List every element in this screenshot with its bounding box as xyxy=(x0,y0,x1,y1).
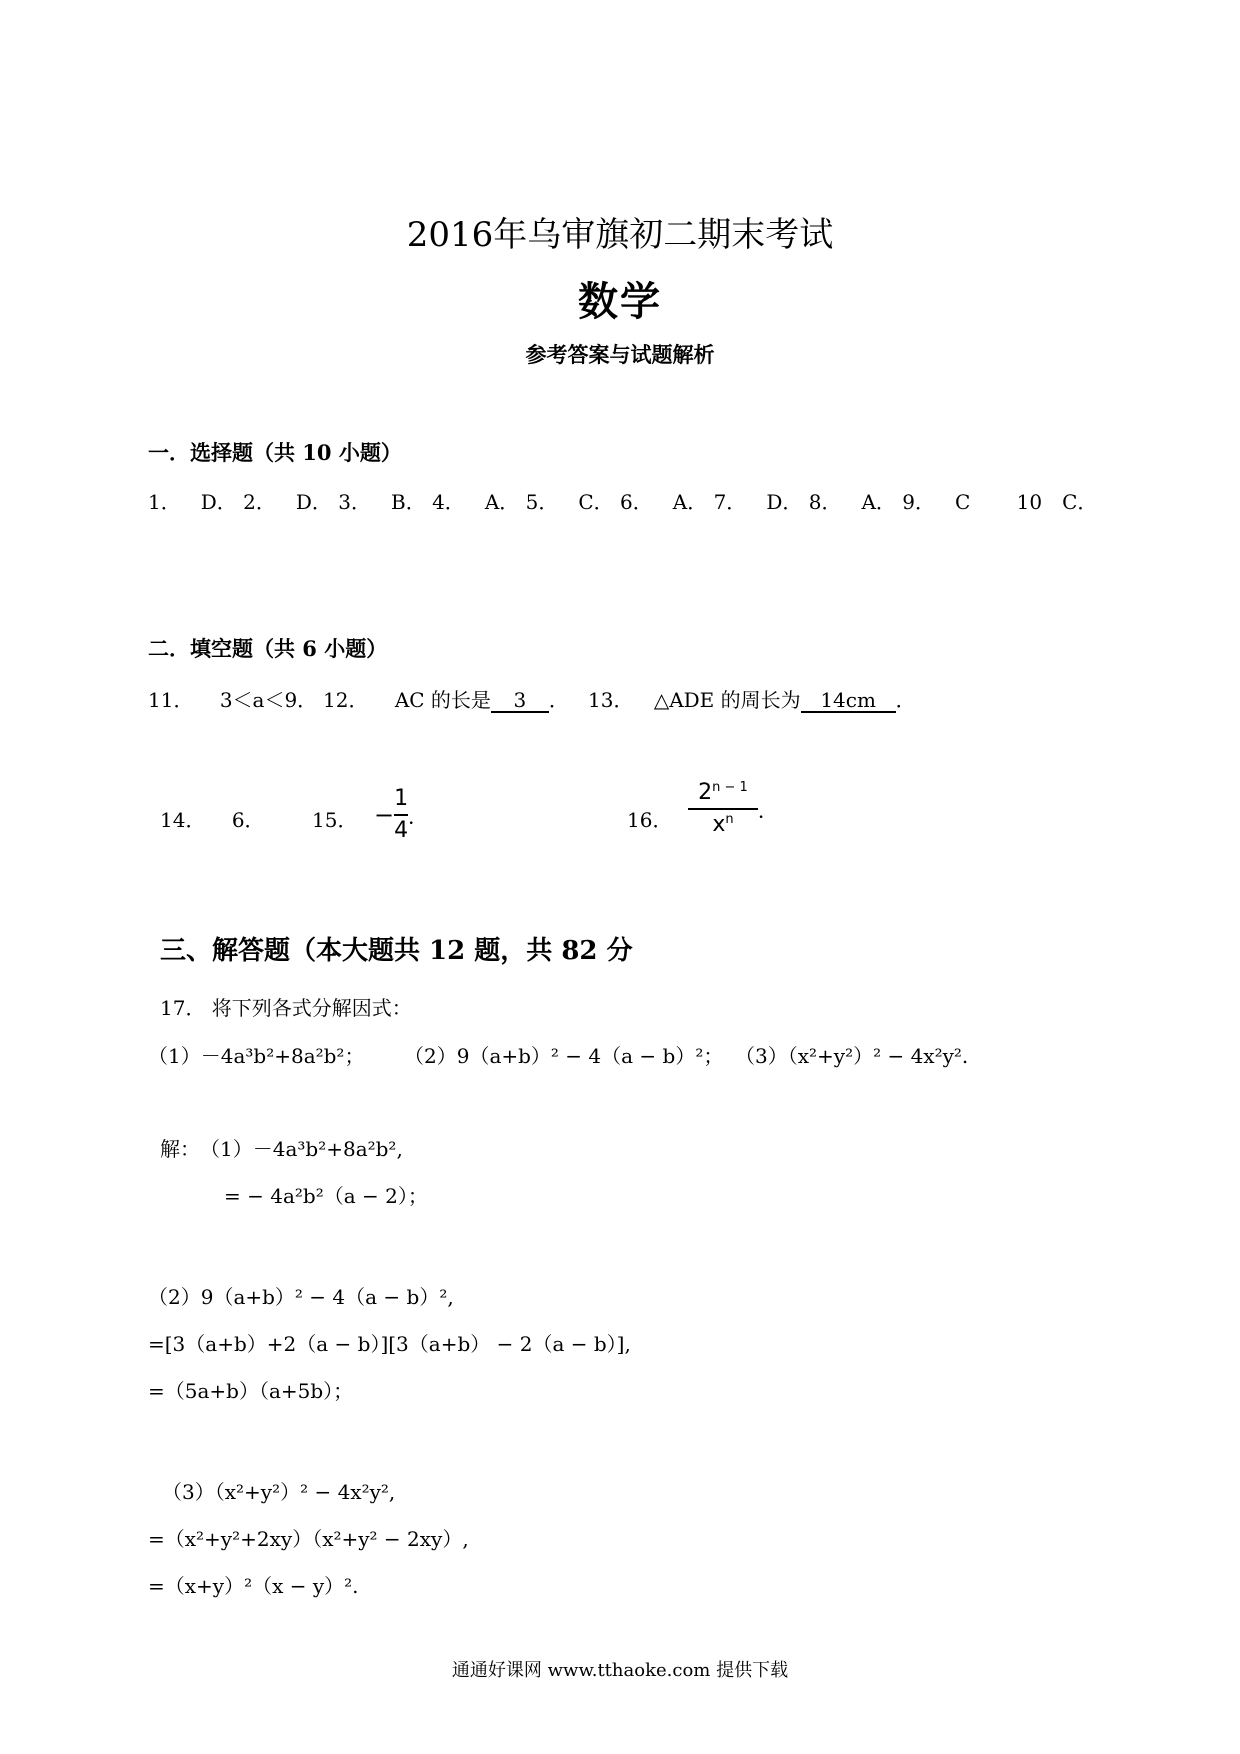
q11-num: 11． xyxy=(148,688,194,712)
answer-num: 4． xyxy=(432,490,465,514)
answer-num: 8． xyxy=(808,490,842,514)
answer-val: A． xyxy=(861,490,896,514)
footer-text: 通通好课网 www.tthaoke.com 提供下载 xyxy=(451,1660,789,1681)
q16-den-base: x xyxy=(712,812,726,837)
q12-prefix: AC 的长是 xyxy=(394,688,491,712)
q16-num: 16． xyxy=(627,808,673,832)
q16-answer xyxy=(688,780,778,838)
q12 xyxy=(323,684,569,713)
q14-num: 14． xyxy=(160,808,206,832)
solution-p2-line3: =（5a+b）（a+5b）； xyxy=(148,1379,354,1403)
choice-answers-row xyxy=(148,486,1097,515)
answer-val: A． xyxy=(672,490,708,514)
answer-val: D． xyxy=(200,490,237,514)
q16-numerator xyxy=(688,780,758,806)
q13 xyxy=(588,684,916,713)
section1-heading: 一．选择题（共 10 小题） xyxy=(148,440,402,465)
q15-fraction xyxy=(394,786,408,844)
answer-val: C xyxy=(955,490,971,514)
q16-suffix: ． xyxy=(758,798,778,823)
answer-val: A． xyxy=(484,490,520,514)
q16-num-exp: n − 1 xyxy=(712,780,748,795)
q16-fraction xyxy=(688,780,758,838)
section2-heading: 二．填空题（共 6 小题） xyxy=(148,636,388,661)
answer-val: C． xyxy=(578,490,614,514)
q17-part1: （1）－4a³b²+8a²b²； xyxy=(148,1044,365,1068)
answer-val: B． xyxy=(391,490,426,514)
fraction-bar xyxy=(688,808,758,810)
q11-answer: 3＜a＜9． xyxy=(219,688,318,712)
q13-suffix: ． xyxy=(895,688,916,712)
solution-p2-line1: （2）9（a+b）² − 4（a − b）², xyxy=(148,1285,454,1309)
q12-blank-answer: 3 xyxy=(491,689,549,713)
q15-num: 15． xyxy=(312,808,358,832)
q15-sign: − xyxy=(374,801,395,829)
answer-num: 3． xyxy=(338,490,372,514)
q11 xyxy=(148,684,317,713)
answer-num: 9． xyxy=(902,490,935,514)
q13-prefix: △ADE 的周长为 xyxy=(653,688,801,712)
q15-numerator: 1 xyxy=(394,786,409,811)
solution-p3-line1: （3）（x²+y²）² − 4x²y², xyxy=(162,1480,396,1504)
solution-label: 解： xyxy=(160,1137,200,1161)
solution-p3-line3: =（x+y）²（x − y）². xyxy=(148,1574,359,1598)
q16-num-base: 2 xyxy=(698,780,713,805)
answer-num: 7． xyxy=(713,490,747,514)
q13-num: 13． xyxy=(588,688,634,712)
answer-val: D． xyxy=(295,490,332,514)
q14-answer: 6． xyxy=(231,808,265,832)
q15-suffix: ． xyxy=(408,804,429,829)
answer-num: 6． xyxy=(620,490,653,514)
q17-prompt: 17． 将下列各式分解因式： xyxy=(160,996,412,1020)
section3-heading: 三、解答题（本大题共 12 题，共 82 分 xyxy=(160,936,633,966)
q12-num: 12． xyxy=(323,688,369,712)
q17-part3: （3）（x²+y²）² − 4x²y². xyxy=(735,1044,969,1068)
q15-answer xyxy=(374,786,428,844)
answer-num: 10 xyxy=(1016,490,1043,514)
q13-blank-answer: 14cm xyxy=(801,689,896,713)
exam-title: 2016年乌审旗初二期末考试 xyxy=(406,215,834,255)
q14 xyxy=(160,804,265,833)
solution-p1-line1: （1）－4a³b²+8a²b², xyxy=(200,1137,403,1161)
q12-suffix: ． xyxy=(548,688,569,712)
subject-title: 数学 xyxy=(578,278,662,325)
q16-den-exp: n xyxy=(725,812,734,827)
q17-part2: （2）9（a+b）² − 4（a − b）²； xyxy=(404,1044,724,1068)
answer-val: D． xyxy=(766,490,803,514)
q16-denominator xyxy=(688,812,758,838)
answer-num: 5． xyxy=(525,490,559,514)
solution-p1-line2: = − 4a²b²（a − 2）； xyxy=(224,1184,428,1208)
fraction-bar xyxy=(394,814,408,816)
answer-val: C． xyxy=(1062,490,1098,514)
solution-p2-line2: =[3（a+b）+2（a − b）][3（a+b） − 2（a − b）], xyxy=(148,1332,631,1356)
solution-p3-line2: =（x²+y²+2xy）（x²+y² − 2xy）, xyxy=(148,1527,469,1551)
answer-num: 2． xyxy=(243,490,276,514)
answer-num: 1． xyxy=(148,490,181,514)
q15-denominator: 4 xyxy=(394,818,409,843)
subtitle: 参考答案与试题解析 xyxy=(525,342,715,367)
